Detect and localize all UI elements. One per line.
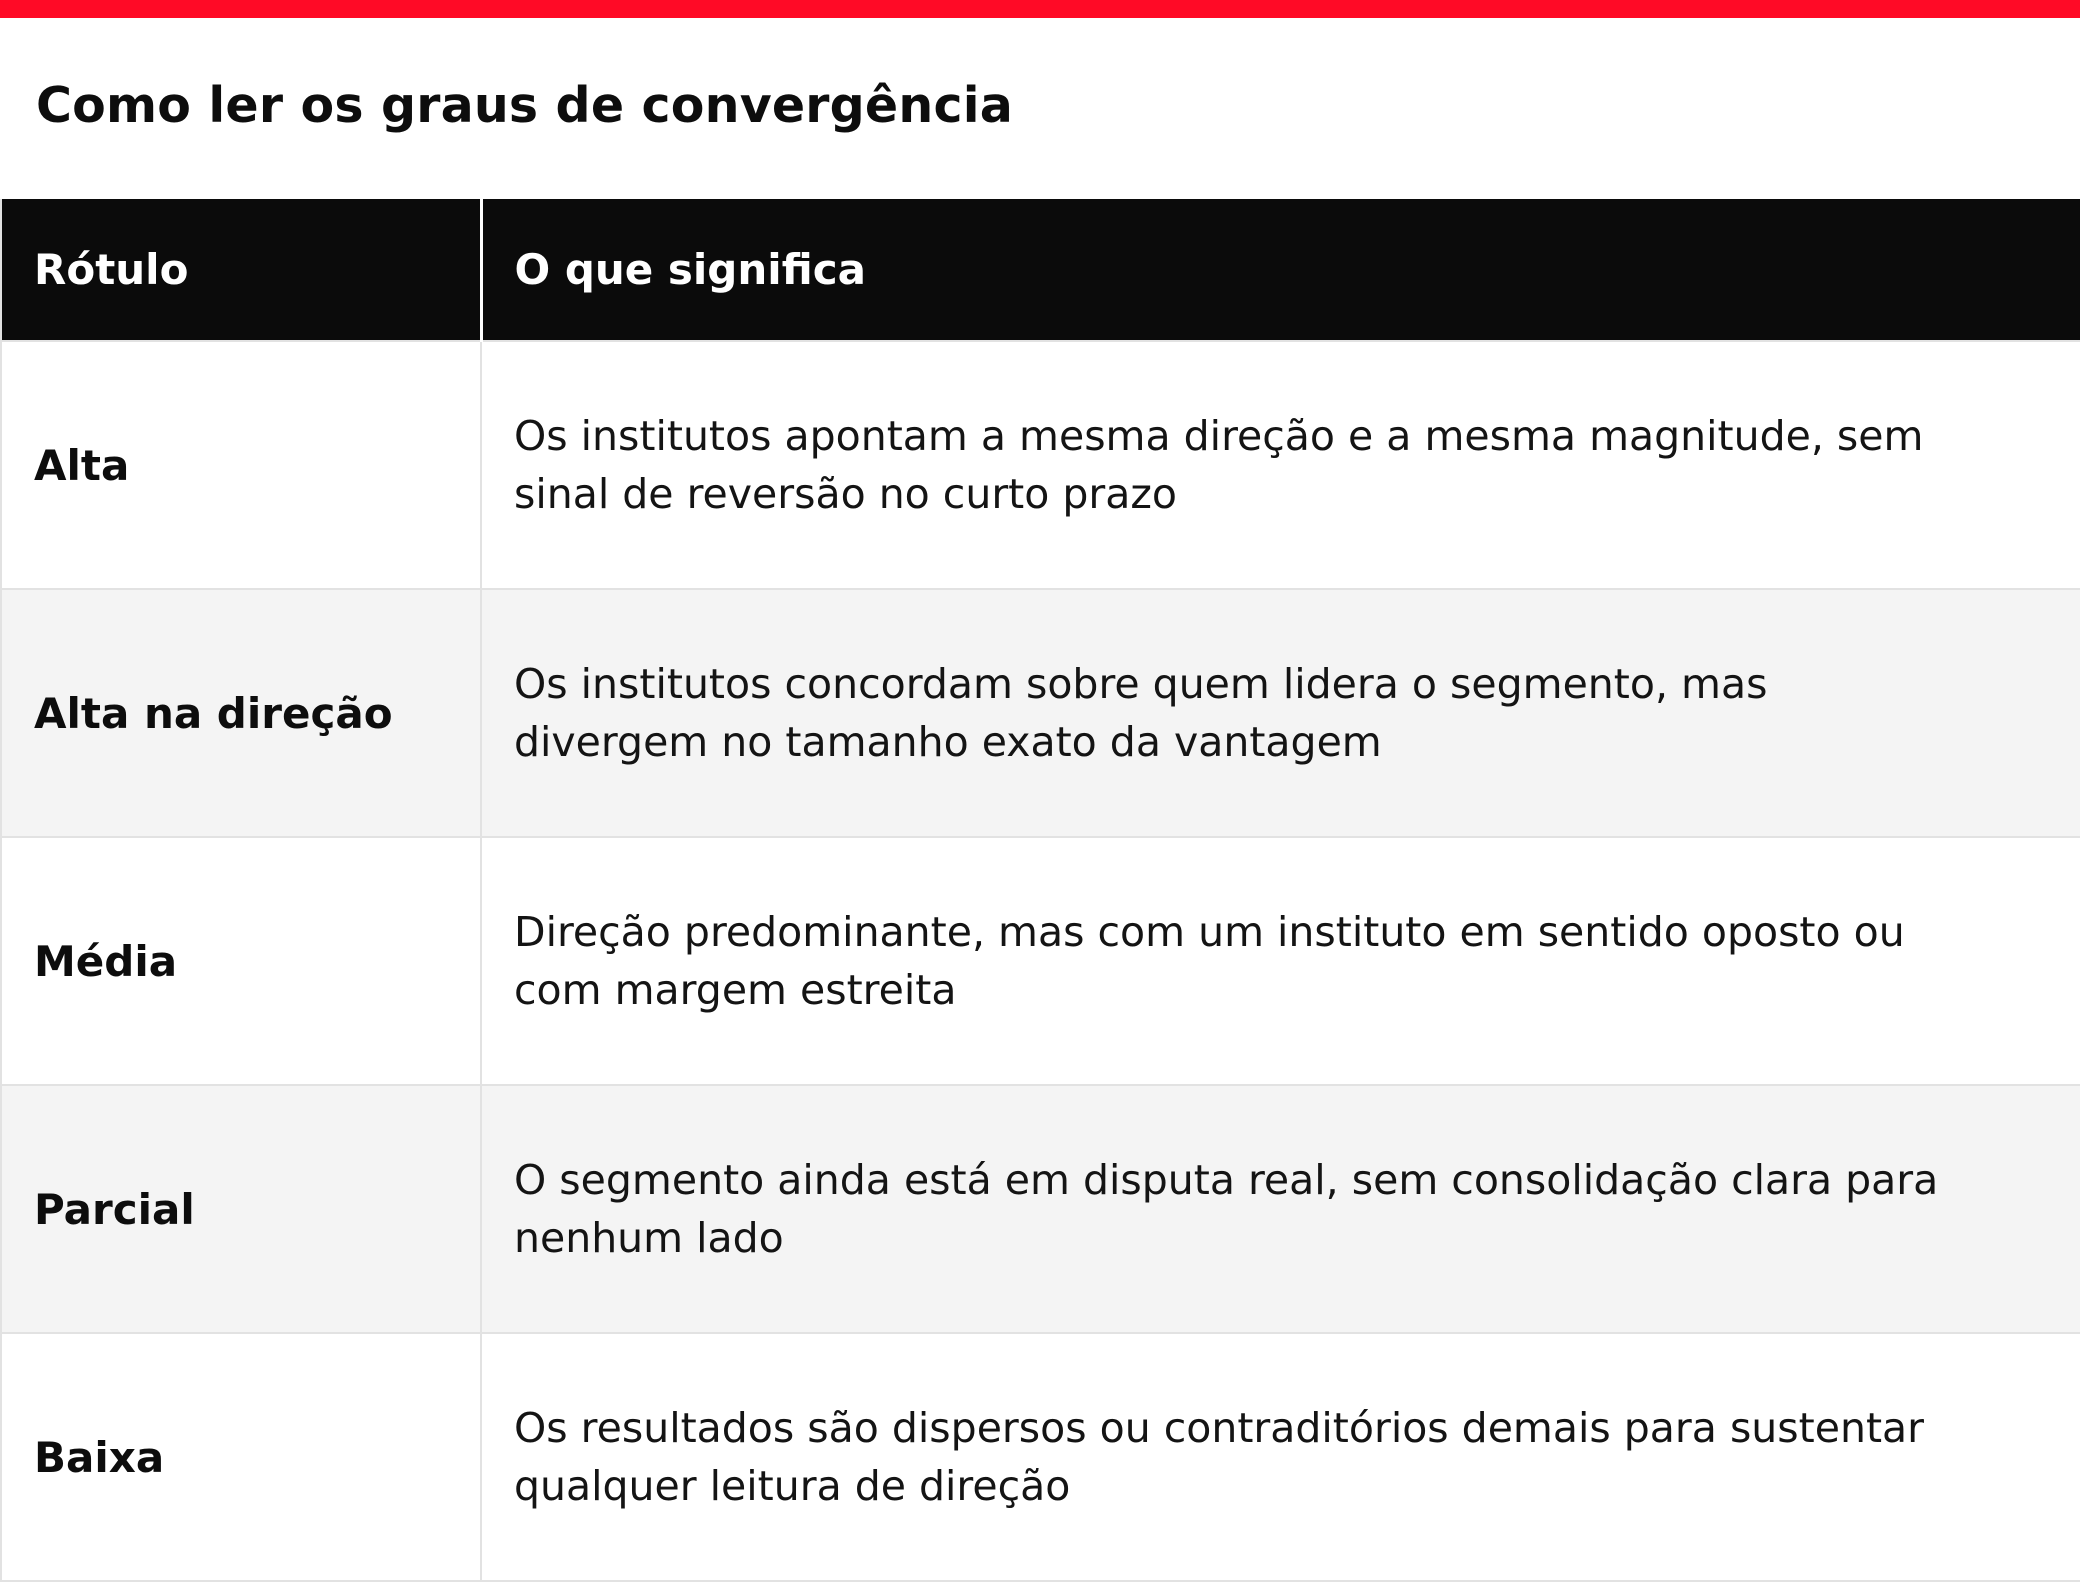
row-label: Parcial bbox=[1, 1085, 481, 1333]
row-label: Média bbox=[1, 837, 481, 1085]
row-meaning: O segmento ainda está em disputa real, sem consolidação clara para nenhum lado bbox=[481, 1085, 2080, 1333]
table-row bbox=[1, 1085, 2080, 1333]
table-header-row bbox=[1, 199, 2080, 341]
column-header-meaning: O que significa bbox=[481, 199, 2080, 341]
table-row bbox=[1, 589, 2080, 837]
page-title: Como ler os graus de convergência bbox=[36, 77, 1013, 134]
row-label: Alta bbox=[1, 341, 481, 589]
row-label: Baixa bbox=[1, 1333, 481, 1581]
row-meaning: Os institutos apontam a mesma direção e a mesma magnitude, sem sinal de reversão no curto prazo bbox=[481, 341, 2080, 589]
row-meaning: Direção predominante, mas com um instituto em sentido oposto ou com margem estreita bbox=[481, 837, 2080, 1085]
top-accent-bar bbox=[0, 0, 2080, 18]
table-row bbox=[1, 837, 2080, 1085]
table-row bbox=[1, 1333, 2080, 1581]
row-meaning: Os institutos concordam sobre quem lidera o segmento, mas divergem no tamanho exato da vantagem bbox=[481, 589, 2080, 837]
table-row bbox=[1, 341, 2080, 589]
column-header-label: Rótulo bbox=[1, 199, 481, 341]
convergence-table bbox=[0, 199, 2080, 1582]
row-label: Alta na direção bbox=[1, 589, 481, 837]
row-meaning: Os resultados são dispersos ou contraditórios demais para sustentar qualquer leitura de direção bbox=[481, 1333, 2080, 1581]
